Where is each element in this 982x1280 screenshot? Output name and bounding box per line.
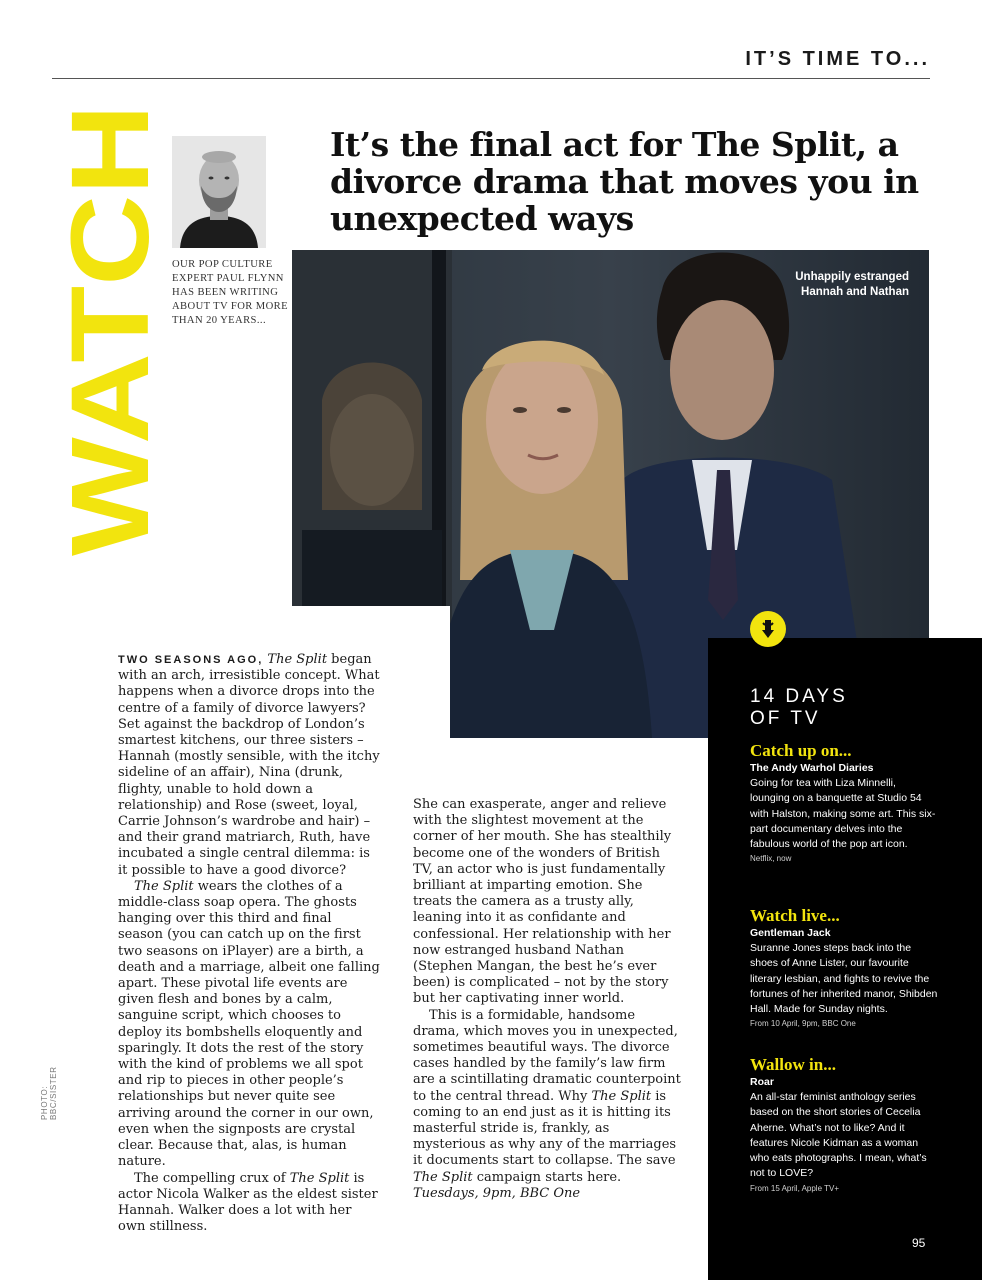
sidebar-item-description: Suranne Jones steps back into the shoes of Anne Lister, our favourite literary lesbian, and fights to revive the fortunes of her inherited manor, Shibden Hall. Made for Sunday nights. [750,942,938,1016]
sidebar-item-description: Going for tea with Liza Minnelli, lounging on a banquette at Studio 54 with Halston, making some art. This six-part documentary delves into the fabulous world of the pop art icon. [750,777,936,851]
sidebar-heading [750,686,950,730]
show-title: The Split [413,1169,473,1185]
article-text: campaign starts here. [472,1169,622,1185]
watch-vertical-title [49,100,172,560]
sidebar-item [750,1055,938,1195]
article-paragraph-4: She can exasperate, anger and relieve with the slightest movement at the corner of her mouth. She has stealthily become one of the wonders of British TV, an actor who is just fundamentally brilliant at imparting emotion. She treats the camera as a trusty ally, leaning into it as confidante and confessional. Her relationship with her now estranged husband Nathan (Stephen Mangan, the best he’s ever been) is complicated – not by the story but her captivating inner world. [413,797,672,1007]
sidebar-item [750,741,938,865]
sidebar-heading-line-1: 14 DAYS [750,686,848,707]
article-paragraph-5 [413,1008,683,1186]
sidebar-item-show: The Andy Warhol Diaries [750,762,874,774]
article-text: began with an arch, irresistible concept. What happens when a divorce drops into the centre of a family of divorce lawyers? Set against the backdrop of London’s smartest kitchens, our three sisters – Hannah (mostly sensible, with the itchy sideline of an affair), Nina (drunk, flighty, unable to hold down a relationship) and Rose (sweet, loyal, Carrie Johnson’s wardrobe and hair) – and their grand matriarch, Ruth, have incubated a single central dilemma: is it possible to have a good divorce? [118,652,380,878]
sidebar-item-show: Roar [750,1076,774,1088]
sidebar-heading-line-2: OF TV [750,708,821,729]
badge-arrow-icon [750,611,786,647]
sidebar-item-description: An all-star feminist anthology series based on the short stories of Cecelia Aherne. What’s not to like? And it features Nicole Kidman as a woman who eats photographs. I mean, what’s not to LOVE? [750,1091,927,1180]
headline: It’s the final act for The Split, a divorce drama that moves you in unexpected ways [330,125,919,238]
article-column-2 [413,797,683,1202]
sidebar-item [750,906,938,1030]
page-number: 95 [912,1236,926,1250]
show-title: The Split [267,652,328,667]
sidebar-item-category: Watch live... [750,906,840,925]
article-text: wears the clothes of a middle-class soap opera. The ghosts hanging over this third and final season (you can catch up on the first two seasons on iPlayer) are a birth, a death and a marriage, albeit one falling apart. These pivotal life events are given flesh and bones by a calm, sanguine script, which chooses to deploy its bombshells eloquently and sparingly. It dots the rest of the story with the kind of problems we all spot and rip to pieces in other people’s relationships but never quite see arriving around the corner in our own, even when the signposts are crystal clear. Because that, alas, is human nature. [118,878,380,1170]
article-text: is actor Nicola Walker as the eldest sister Hannah. Walker does a lot with her own stillness. [118,1170,378,1235]
show-title: The Split [591,1088,652,1104]
down-arrow-badge-icon [750,611,786,647]
photo-caption: Unhappily estranged Hannah and Nathan [795,271,909,298]
article-paragraph-3 [118,1171,380,1236]
show-title: The Split [289,1170,350,1186]
sidebar-item-category: Catch up on... [750,741,852,760]
broadcast-listing-text: Tuesdays, 9pm, BBC One [413,1185,581,1201]
show-title: The Split [134,878,194,894]
sidebar-item-show: Gentleman Jack [750,927,831,939]
author-photo [172,136,266,248]
article-column-1 [118,652,380,1235]
watch-word-text: WATCH [49,160,172,556]
author-portrait-icon [172,136,266,248]
sidebar-item-category: Wallow in... [750,1055,836,1074]
author-bio: OUR POP CULTURE EXPERT PAUL FLYNN HAS BEEN WRITING ABOUT TV FOR MORE THAN 20 YEARS... [172,259,288,326]
photo-credit: PHOTO: BBC/SISTER [40,1066,58,1120]
broadcast-listing [413,1186,683,1202]
article-text: The compelling crux of [134,1170,290,1186]
article-paragraph-1 [118,652,380,879]
article-text: This is a formidable, handsome drama, which moves you in unexpected, sometimes beautiful ways. The divorce cases handled by the family’s law firm are a scintillating dramatic counterpoint to the central thread. Why [413,1007,681,1104]
sidebar-item-meta: Netflix, now [750,854,792,864]
article-lead-in: TWO SEASONS AGO, [118,654,264,666]
section-label: IT’S TIME TO... [745,48,930,70]
header-rule [52,78,930,79]
article-paragraph-2 [118,879,380,1171]
sidebar-item-meta: From 10 April, 9pm, BBC One [750,1019,856,1029]
sidebar-item-meta: From 15 April, Apple TV+ [750,1183,840,1193]
article-text: is coming to an end just as it is hitting its masterful stride is, frankly, as mysterious as why any of the marriages it documents start to collapse. The save [413,1088,677,1169]
